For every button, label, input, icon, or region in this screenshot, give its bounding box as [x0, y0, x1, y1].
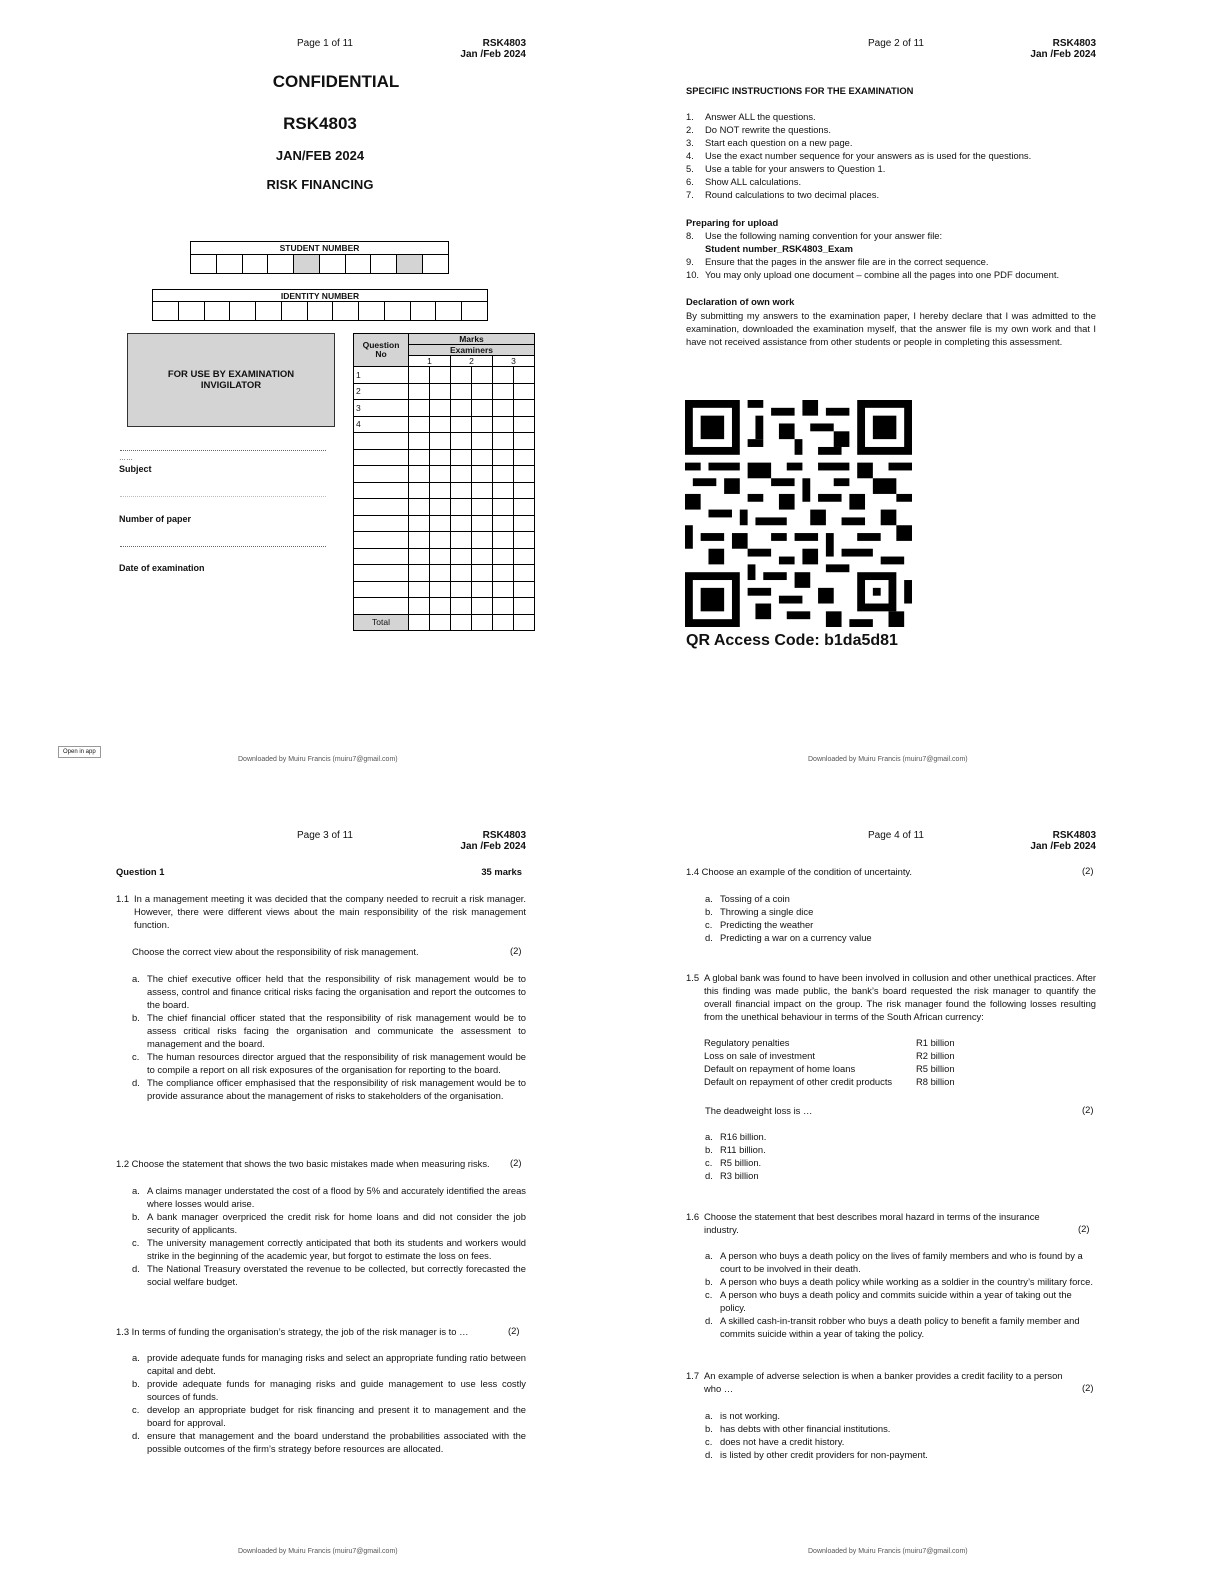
- mark-allocation: (2): [1082, 1104, 1094, 1115]
- student-number-box: [190, 241, 449, 274]
- student-number-cell[interactable]: [216, 255, 242, 274]
- option-d[interactable]: d. is listed by other credit providers for non-payment.: [705, 1449, 928, 1460]
- question-1-7-options: [705, 1409, 1065, 1461]
- subject-label: Subject: [119, 464, 152, 474]
- marks-header: Marks: [409, 334, 535, 345]
- option-d[interactable]: d. The National Treasury overstated the revenue to be collected, but correctly forecasted the social welfare budget.: [132, 1263, 526, 1287]
- exam-session: Jan /Feb 2024: [460, 49, 526, 60]
- total-label: Total: [354, 614, 409, 631]
- mark-allocation: (2): [508, 1325, 520, 1336]
- page-footer: Downloaded by Muiru Francis (muiru7@gmail.com): [238, 1548, 398, 1555]
- student-number-label: STUDENT NUMBER: [191, 242, 449, 255]
- identity-number-cell[interactable]: [307, 302, 333, 321]
- identity-number-cell[interactable]: [410, 302, 436, 321]
- page-header-code: [440, 830, 526, 852]
- qr-access-code: QR Access Code: b1da5d81: [686, 632, 898, 649]
- marks-row: [354, 466, 535, 483]
- marks-row: [354, 367, 535, 384]
- identity-number-cell[interactable]: [178, 302, 204, 321]
- option-b[interactable]: b. provide adequate funds for managing risks and guide management to use less costly sources of funds.: [132, 1378, 526, 1402]
- losses-table: [704, 1036, 955, 1088]
- instruction-item: 1. Answer ALL the questions.: [686, 111, 816, 122]
- page-number: Page 1 of 11: [297, 38, 353, 49]
- page-footer: Downloaded by Muiru Francis (muiru7@gmail.com): [808, 756, 968, 763]
- identity-number-cell[interactable]: [256, 302, 282, 321]
- identity-number-cell[interactable]: [204, 302, 230, 321]
- option-a[interactable]: a. The chief executive officer held that the responsibility of risk management would be to assess, control and finance critical risks facing the organisation and report the outcomes to the board.: [132, 973, 526, 1010]
- marks-row: [354, 449, 535, 466]
- instruction-item: 8. Use the following naming convention for your answer file:: [686, 230, 943, 241]
- question-1-2-options: [132, 1184, 526, 1288]
- instruction-item: 3. Start each question on a new page.: [686, 137, 853, 148]
- instruction-item: 2. Do NOT rewrite the questions.: [686, 124, 831, 135]
- option-b[interactable]: b. A bank manager overpriced the credit risk for home loans and did not consider the job security of applicants.: [132, 1211, 526, 1235]
- exam-session: Jan /Feb 2024: [1030, 49, 1096, 60]
- module-title: RSK4803: [283, 114, 357, 133]
- option-a[interactable]: a. Tossing of a coin: [705, 893, 790, 904]
- instructions-heading: SPECIFIC INSTRUCTIONS FOR THE EXAMINATION: [686, 85, 914, 96]
- marks-row: [354, 548, 535, 565]
- instruction-item: 6. Show ALL calculations.: [686, 176, 802, 187]
- question-1-1-prompt: Choose the correct view about the responsibility of risk management.: [132, 946, 419, 957]
- instruction-item: 4. Use the exact number sequence for your answers as is used for the questions.: [686, 150, 1032, 161]
- date-of-exam-label: Date of examination: [119, 563, 205, 573]
- total-row: [354, 614, 535, 631]
- declaration-text: By submitting my answers to the examination paper, I hereby declare that I was admitted to the examination, downloaded the examination myself, that the answer file is my own work and that I have not received assistance from other students or people in completing this assessment.: [686, 310, 1096, 347]
- student-number-cell[interactable]: [242, 255, 268, 274]
- qr-code-icon: [685, 400, 912, 627]
- question-number: 1: [354, 367, 409, 384]
- question-1-3-options: [132, 1351, 526, 1455]
- question-1-1: 1.1 In a management meeting it was decided that the company needed to recruit a risk manager. However, there were different views about the main responsibility of the risk management function.: [116, 893, 526, 930]
- question-1-1-options: [132, 972, 526, 1102]
- option-b[interactable]: b. The chief financial officer stated that the responsibility of risk management would be to assess critical risks facing the organisation and communicate the assessment to management and the board.: [132, 1012, 526, 1049]
- option-d[interactable]: d. R3 billion: [705, 1170, 759, 1181]
- examiner-number: 2: [451, 356, 493, 367]
- identity-number-cell[interactable]: [230, 302, 256, 321]
- loss-row: Default on repayment of other credit products R8 billion: [704, 1076, 955, 1087]
- examiners-header: Examiners: [409, 345, 535, 356]
- question-number: 2: [354, 383, 409, 400]
- option-c[interactable]: c. The human resources director argued that the responsibility of risk management would be to compile a report on all risk exposures of the organisation for reporting to the board.: [132, 1051, 526, 1075]
- mark-allocation: (2): [1082, 865, 1094, 876]
- option-b[interactable]: b. R11 billion.: [705, 1144, 766, 1155]
- student-number-cell[interactable]: [345, 255, 371, 274]
- module-code: RSK4803: [1052, 830, 1096, 841]
- option-d[interactable]: d. ensure that management and the board understand the probabilities associated with the possible outcomes of the firm’s strategy before resources are allocated.: [132, 1430, 526, 1454]
- confidential-title: CONFIDENTIAL: [272, 72, 400, 91]
- exam-session: Jan /Feb 2024: [460, 841, 526, 852]
- page-header-code: [440, 38, 526, 60]
- marks-row: [354, 383, 535, 400]
- option-a[interactable]: a. A person who buys a death policy on the lives of family members and who is found by a court to be involved in their death.: [705, 1250, 1083, 1274]
- page-3: [0, 792, 612, 1584]
- invigilator-label: FOR USE BY EXAMINATION INVIGILATOR: [167, 369, 295, 391]
- instruction-item: 9. Ensure that the pages in the answer file are in the correct sequence.: [686, 256, 989, 267]
- mark-allocation: (2): [510, 1157, 522, 1168]
- question-1-4: 1.4 Choose an example of the condition of uncertainty.: [686, 866, 913, 877]
- question-1-6: 1.6 Choose the statement that best describes moral hazard in terms of the insurance industry.: [686, 1211, 1040, 1235]
- option-a[interactable]: a. A claims manager understated the cost of a flood by 5% and accurately identified the areas where losses would arise.: [132, 1185, 526, 1209]
- option-c[interactable]: c. Predicting the weather: [705, 919, 814, 930]
- subject-line: [120, 450, 326, 451]
- number-of-paper-label: Number of paper: [119, 514, 192, 524]
- marks-row: [354, 416, 535, 433]
- student-number-cell[interactable]: [371, 255, 397, 274]
- open-in-app-tab[interactable]: Open in app: [58, 746, 101, 758]
- question-1-5-options: [705, 1130, 1005, 1182]
- page-footer: Downloaded by Muiru Francis (muiru7@gmail.com): [238, 756, 398, 763]
- examiner-number: 3: [493, 356, 535, 367]
- instruction-item: 5. Use a table for your answers to Question 1.: [686, 163, 886, 174]
- student-number-cell[interactable]: [423, 255, 449, 274]
- option-d[interactable]: d. Predicting a war on a currency value: [705, 932, 872, 943]
- option-c[interactable]: c. A person who buys a death policy and commits suicide within a year of taking out the policy.: [705, 1289, 1072, 1313]
- question-number: 4: [354, 416, 409, 433]
- page-2: [612, 0, 1224, 792]
- option-d[interactable]: d. The compliance officer emphasised that the responsibility of risk management would be to provide assurance about the management of risks to stakeholders of the organisation.: [132, 1077, 526, 1101]
- page-number: Page 2 of 11: [868, 38, 924, 49]
- exam-period: JAN/FEB 2024: [275, 148, 365, 163]
- naming-convention: Student number_RSK4803_Exam: [705, 243, 853, 254]
- student-number-cell[interactable]: [191, 255, 217, 274]
- option-c[interactable]: c. The university management correctly anticipated that both its students and workers would strike in the beginning of the academic year, but forgot to estimate the loss on fees.: [132, 1237, 526, 1261]
- loss-row: Regulatory penalties R1 billion: [704, 1037, 955, 1048]
- number-line: [120, 496, 326, 497]
- question-1-5-prompt: The deadweight loss is …: [705, 1105, 813, 1116]
- mark-allocation: (2): [510, 945, 522, 956]
- option-b[interactable]: b. has debts with other financial institutions.: [705, 1423, 891, 1434]
- question-1-7: 1.7 An example of adverse selection is when a banker provides a credit facility to a person who …: [686, 1370, 1063, 1394]
- upload-heading: Preparing for upload: [686, 217, 779, 228]
- question-1-6-options: [705, 1249, 1095, 1340]
- mark-allocation: (2): [1078, 1223, 1090, 1234]
- identity-number-cell[interactable]: [333, 302, 359, 321]
- page-number: Page 4 of 11: [868, 830, 924, 841]
- exam-session: Jan /Feb 2024: [1030, 841, 1096, 852]
- date-line: [120, 546, 326, 547]
- invigilator-box: [127, 333, 335, 427]
- identity-number-cell[interactable]: [384, 302, 410, 321]
- page-header-code: [1010, 830, 1096, 852]
- question-1-5: 1.5 A global bank was found to have been involved in collusion and other unethical practices. After this finding was made public, the bank’s board requested the risk manager to quantify the overall financial impact on the group. The risk manager found the following losses resulting from the unethical behaviour in terms of the South African currency:: [686, 972, 1096, 1022]
- module-code: RSK4803: [482, 38, 526, 49]
- option-c[interactable]: c. develop an appropriate budget for risk financing and present it to management and the board for approval.: [132, 1404, 526, 1428]
- examiner-number: 1: [409, 356, 451, 367]
- identity-number-cell[interactable]: [153, 302, 179, 321]
- module-code: RSK4803: [482, 830, 526, 841]
- instruction-item: 10. You may only upload one document – combine all the pages into one PDF document.: [686, 269, 1060, 280]
- identity-number-cell[interactable]: [281, 302, 307, 321]
- marks-row: [354, 482, 535, 499]
- option-c[interactable]: c. does not have a credit history.: [705, 1436, 845, 1447]
- option-a[interactable]: a. provide adequate funds for managing risks and select an appropriate funding ratio between capital and debt.: [132, 1352, 526, 1376]
- option-a[interactable]: a. is not working.: [705, 1410, 780, 1421]
- identity-number-cell[interactable]: [462, 302, 488, 321]
- marks-row: [354, 515, 535, 532]
- option-c[interactable]: c. R5 billion.: [705, 1157, 762, 1168]
- page-4: [612, 792, 1224, 1584]
- identity-number-cell[interactable]: [436, 302, 462, 321]
- student-number-cell[interactable]: [294, 255, 320, 274]
- marks-row: [354, 532, 535, 549]
- marks-row: [354, 565, 535, 582]
- question-number: 3: [354, 400, 409, 417]
- module-code: RSK4803: [1052, 38, 1096, 49]
- question-marks: 35 marks: [481, 866, 522, 877]
- instructions-list: [686, 110, 1106, 201]
- dots-fragment: ……: [119, 455, 133, 462]
- marks-row: [354, 598, 535, 615]
- marks-row: [354, 433, 535, 450]
- identity-number-box: [152, 289, 488, 321]
- page-footer: Downloaded by Muiru Francis (muiru7@gmail.com): [808, 1548, 968, 1555]
- upload-list: [686, 229, 1106, 281]
- loss-row: Loss on sale of investment R2 billion: [704, 1050, 955, 1061]
- page-number: Page 3 of 11: [297, 830, 353, 841]
- student-number-cell[interactable]: [319, 255, 345, 274]
- option-b[interactable]: b. A person who buys a death policy while working as a soldier in the country’s military force.: [705, 1276, 1093, 1287]
- declaration-heading: Declaration of own work: [686, 296, 795, 307]
- option-d[interactable]: d. A skilled cash-in-transit robber who buys a death policy to benefit a family member and commits suicide within a year of taking the policy.: [705, 1315, 1080, 1339]
- page-header-code: [1010, 38, 1096, 60]
- question-1-4-options: [705, 892, 1085, 944]
- option-b[interactable]: b. Throwing a single dice: [705, 906, 814, 917]
- marks-row: [354, 581, 535, 598]
- marks-row: [354, 400, 535, 417]
- question-1-2: 1.2 Choose the statement that shows the two basic mistakes made when measuring risks.: [116, 1158, 490, 1169]
- question-heading: Question 1: [116, 866, 165, 877]
- question-no-header: Question No: [354, 334, 409, 367]
- marks-row: [354, 499, 535, 516]
- question-1-3: 1.3 In terms of funding the organisation’s strategy, the job of the risk manager is to …: [116, 1326, 469, 1337]
- option-a[interactable]: a. R16 billion.: [705, 1131, 767, 1142]
- loss-row: Default on repayment of home loans R5 billion: [704, 1063, 955, 1074]
- identity-number-cell[interactable]: [359, 302, 385, 321]
- marks-table: [353, 333, 535, 631]
- page-1: [0, 0, 612, 792]
- mark-allocation: (2): [1082, 1382, 1094, 1393]
- student-number-cell[interactable]: [397, 255, 423, 274]
- instruction-item: 7. Round calculations to two decimal places.: [686, 189, 880, 200]
- student-number-cell[interactable]: [268, 255, 294, 274]
- identity-number-label: IDENTITY NUMBER: [153, 290, 488, 302]
- paper-title: RISK FINANCING: [266, 177, 374, 192]
